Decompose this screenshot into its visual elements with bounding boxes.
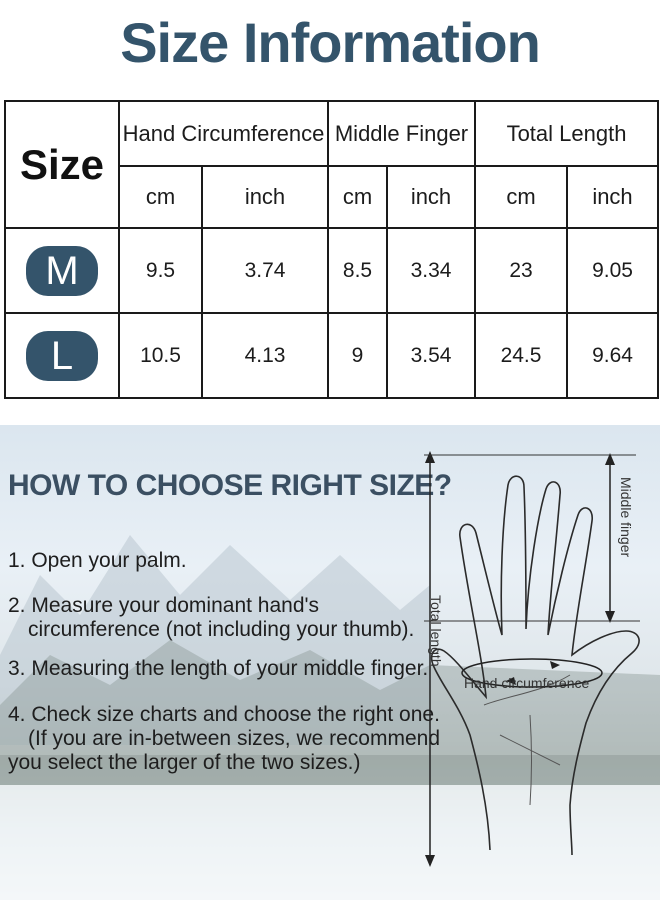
step-text: 4. Check size charts and choose the right one. — [8, 703, 440, 726]
step-text: (If you are in-between sizes, we recommend — [28, 727, 441, 750]
unit-header: inch — [567, 166, 658, 228]
table-cell: 3.54 — [387, 313, 475, 398]
unit-header: cm — [475, 166, 567, 228]
table-cell: 9.05 — [567, 228, 658, 313]
size-cell — [5, 228, 119, 313]
unit-header: inch — [202, 166, 328, 228]
step-4 — [8, 703, 440, 775]
step-3 — [8, 657, 428, 681]
unit-header: inch — [387, 166, 475, 228]
size-badge-l: L — [26, 331, 98, 381]
unit-header: cm — [119, 166, 202, 228]
table-cell: 23 — [475, 228, 567, 313]
step-text: 3. Measuring the length of your middle finger. — [8, 657, 429, 680]
size-header: Size — [5, 101, 119, 228]
table-cell: 9 — [328, 313, 387, 398]
table-cell: 3.34 — [387, 228, 475, 313]
page-title: Size Information — [120, 11, 540, 74]
total-length-label: Total length — [428, 595, 444, 667]
howto-title: HOW TO CHOOSE RIGHT SIZE? — [8, 469, 452, 502]
step-1 — [8, 549, 187, 573]
how-to-panel — [0, 425, 660, 900]
size-table — [4, 100, 659, 399]
table-cell: 3.74 — [202, 228, 328, 313]
step-text: you select the larger of the two sizes.) — [8, 751, 361, 774]
step-text: 1. Open your palm. — [8, 549, 187, 572]
table-row — [5, 313, 658, 398]
step-text: circumference (not including your thumb). — [28, 618, 415, 641]
table-cell: 24.5 — [475, 313, 567, 398]
table-cell: 9.64 — [567, 313, 658, 398]
table-cell: 10.5 — [119, 313, 202, 398]
table-cell: 8.5 — [328, 228, 387, 313]
header-hand-circumference: Hand Circumference — [119, 101, 328, 166]
size-badge-m: M — [26, 246, 98, 296]
header-middle-finger: Middle Finger — [328, 101, 475, 166]
size-cell — [5, 313, 119, 398]
table-cell: 4.13 — [202, 313, 328, 398]
step-text: 2. Measure your dominant hand's — [8, 594, 320, 617]
step-2 — [8, 594, 414, 642]
unit-header: cm — [328, 166, 387, 228]
table-row — [5, 228, 658, 313]
middle-finger-label: Middle finger — [618, 477, 634, 558]
header-total-length: Total Length — [475, 101, 658, 166]
hand-circumference-label: Hand circumference — [464, 675, 590, 691]
table-cell: 9.5 — [119, 228, 202, 313]
